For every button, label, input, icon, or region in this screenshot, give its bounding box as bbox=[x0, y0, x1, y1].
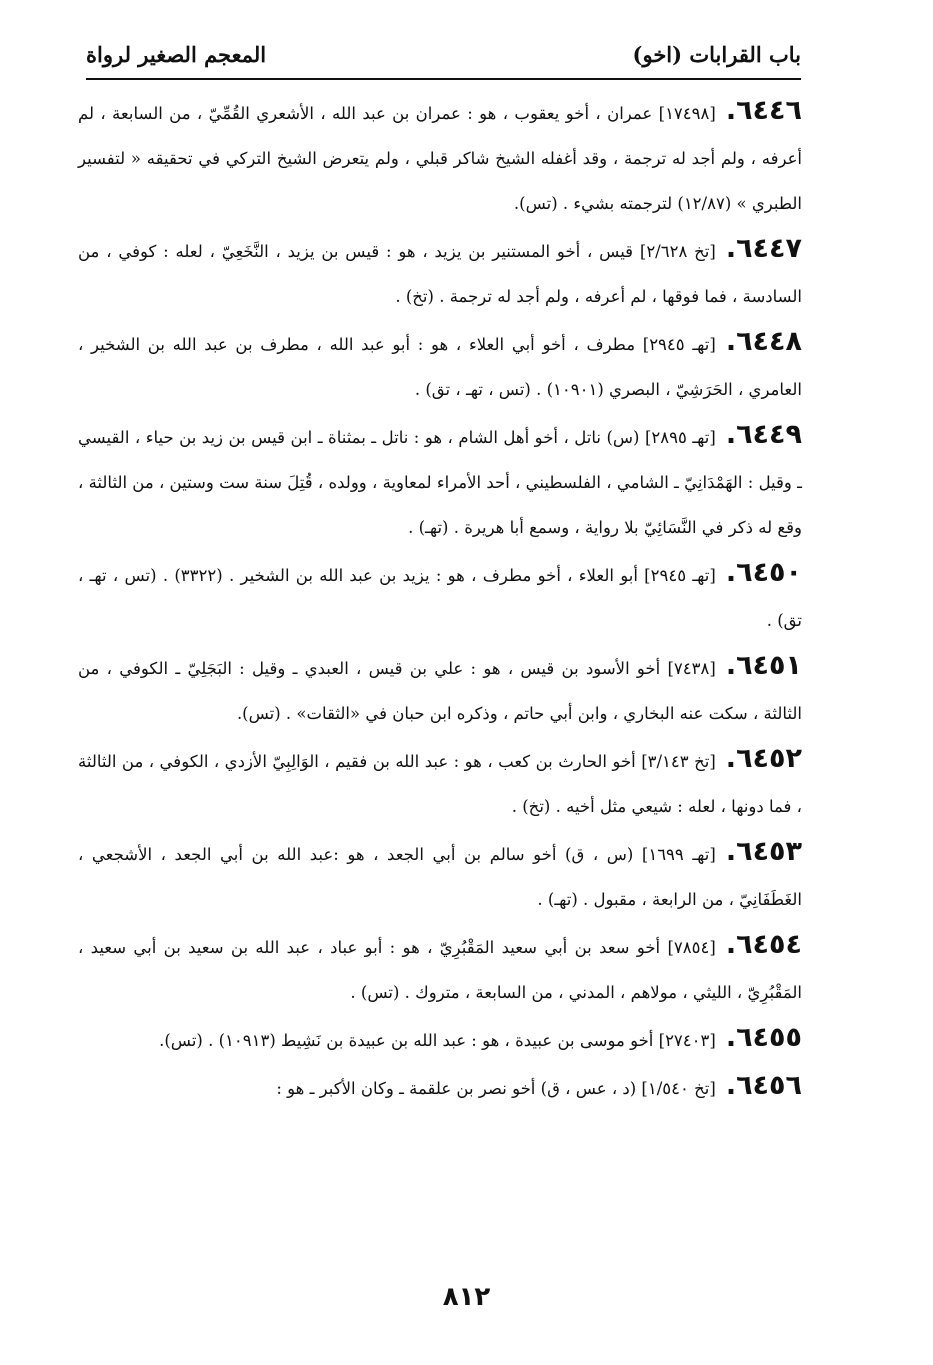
entry-text: [تهـ ٢٩٤٥] مطرف ، أخو أبي العلاء ، هو : أبو عبد الله ، مطرف بن عبد الله بن الشخير ، العامري ، الحَرَشِيّ ، البصري (١٠٩٠١) . (تس ، تهـ ، تق) . bbox=[78, 335, 802, 399]
page-header bbox=[86, 34, 801, 84]
entry-text: [تهـ ٢٩٤٥] أبو العلاء ، أخو مطرف ، هو : يزيد بن عبد الله بن الشخير . (٣٣٢٢) . (تس ، تهـ ، تق) . bbox=[78, 566, 802, 630]
entry-6448 bbox=[78, 319, 802, 412]
entry-number: ٦٤٥٣. bbox=[725, 836, 803, 867]
book-title: المعجم الصغير لرواة bbox=[86, 42, 267, 67]
page-number: ٨١٢ bbox=[442, 1282, 491, 1312]
entry-text: [تخ ٣/١٤٣] أخو الحارث بن كعب ، هو : عبد الله بن فقيم ، الوَالِبِيّ الأزدي ، الكوفي ، من الثالثة ، فما دونها ، لعله : شيعي مثل أخيه . (تخ) . bbox=[78, 752, 802, 816]
entry-6449 bbox=[78, 412, 802, 550]
header-rule bbox=[86, 78, 801, 80]
entry-text: [تخ ١/٥٤٠] (د ، عس ، ق) أخو نصر بن علقمة ـ وكان الأكبر ـ هو : bbox=[276, 1079, 716, 1098]
entry-text: [٢٧٤٠٣] أخو موسى بن عبيدة ، هو : عبد الله بن عبيدة بن نَشِيط (١٠٩١٣) . (تس). bbox=[159, 1031, 716, 1050]
entry-6454 bbox=[78, 922, 802, 1015]
entry-text: [٧٨٥٤] أخو سعد بن أبي سعيد المَقْبُرِيّ ، هو : أبو عباد ، عبد الله بن سعيد بن أبي سعيد ، المَقْبُرِيّ ، الليثي ، مولاهم ، المدني ، من السابعة ، متروك . (تس) . bbox=[78, 938, 802, 1002]
entry-number: ٦٤٤٦. bbox=[725, 95, 802, 126]
entry-number: ٦٤٥٤. bbox=[725, 929, 802, 960]
entry-6453 bbox=[78, 829, 802, 922]
entry-6451 bbox=[78, 643, 802, 736]
entry-text: [تهـ ١٦٩٩] (س ، ق) أخو سالم بن أبي الجعد ، هو :عبد الله بن أبي الجعد ، الأشجعي ، الغَطَفَانِيّ ، من الرابعة ، مقبول . (تهـ) . bbox=[78, 845, 802, 909]
entry-number: ٦٤٤٧. bbox=[725, 233, 802, 264]
entry-6447 bbox=[78, 226, 802, 319]
entry-6450 bbox=[78, 550, 802, 643]
entry-number: ٦٤٤٩. bbox=[725, 419, 802, 450]
entry-6455 bbox=[78, 1015, 802, 1063]
entry-text: [١٧٤٩٨] عمران ، أخو يعقوب ، هو : عمران بن عبد الله ، الأشعري القُمِّيّ ، من السابعة ، لم أعرفه ، ولم أجد له ترجمة ، وقد أغفله الشيخ شاكر قبلي ، ولم يتعرض الشيخ التركي في تحقيقه « لتفسير الطبري » (١٢/٨٧) لترجمته بشيء . (تس). bbox=[78, 104, 802, 213]
entry-text: [٧٤٣٨] أخو الأسود بن قيس ، هو : علي بن قيس ، العبدي ـ وقيل : البَجَلِيّ ـ الكوفي ، من الثالثة ، سكت عنه البخاري ، وابن أبي حاتم ، وذكره ابن حبان في «الثقات» . (تس). bbox=[78, 659, 802, 723]
entry-number: ٦٤٥٦. bbox=[725, 1070, 802, 1101]
entry-number: ٦٤٥٠. bbox=[725, 557, 803, 588]
entries-body bbox=[78, 88, 802, 1111]
entry-text: [تخ ٢/٦٢٨] قيس ، أخو المستنير بن يزيد ، هو : قيس بن يزيد ، النَّخَعِيّ ، لعله : كوفي ، من السادسة ، فما فوقها ، لم أعرفه ، ولم أجد له ترجمة . (تخ) . bbox=[78, 242, 802, 306]
entry-number: ٦٤٤٨. bbox=[725, 326, 802, 357]
entry-number: ٦٤٥٢. bbox=[725, 743, 802, 774]
entry-6452 bbox=[78, 736, 802, 829]
entry-number: ٦٤٥١. bbox=[725, 650, 802, 681]
entry-number: ٦٤٥٥. bbox=[725, 1022, 802, 1053]
entry-text: [تهـ ٢٨٩٥] (س) ناتل ، أخو أهل الشام ، هو : ناتل ـ بمثناة ـ ابن قيس بن زيد بن حياء ، القيسي ـ وقيل : الهَمْدَانِيّ ـ الشامي ، الفلسطيني ، أحد الأمراء لمعاوية ، وولده ، قُتِلَ سنة ست وستين ، من الثالثة ، وقع له ذكر في النَّسَائِيّ بلا رواية ، وسمع أبا هريرة . (تهـ) . bbox=[78, 428, 802, 537]
entry-6446 bbox=[78, 88, 802, 226]
entry-6456 bbox=[78, 1063, 802, 1111]
chapter-title: باب القرابات (اخو) bbox=[632, 42, 801, 67]
